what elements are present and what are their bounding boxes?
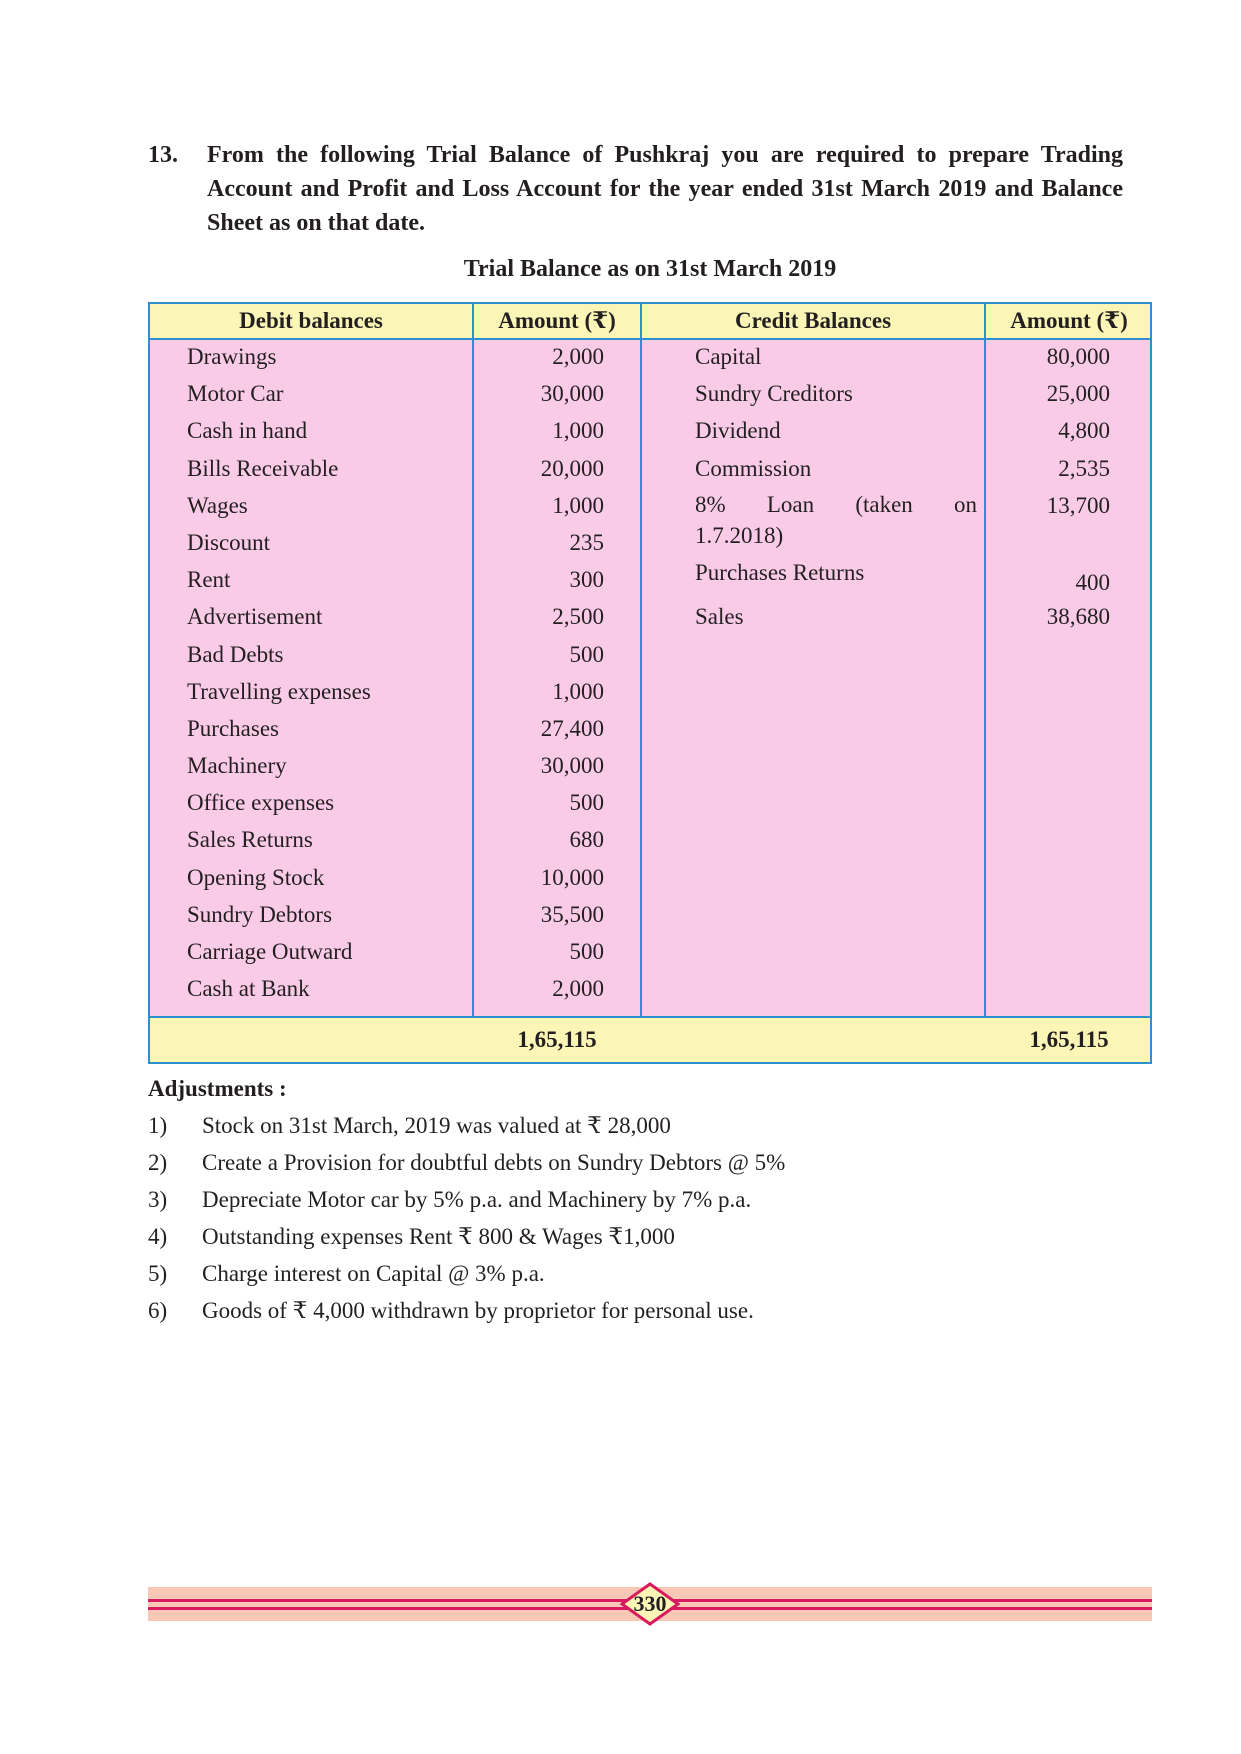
- credit-account-name-word: on: [953, 491, 977, 517]
- debit-account-name: Rent: [187, 567, 231, 593]
- header-credit-amount: Amount (₹): [1010, 308, 1128, 333]
- credit-account-name: Sales: [695, 604, 744, 630]
- adjustments-heading: Adjustments :: [148, 1076, 287, 1101]
- adjustment-item: [148, 1107, 1148, 1144]
- debit-amounts-column: [474, 338, 604, 1007]
- adjustment-item: [148, 1181, 1148, 1218]
- credit-amount: 25,000: [1046, 381, 1110, 407]
- credit-account-name: Commission: [695, 455, 812, 481]
- question-number: 13.: [148, 142, 178, 168]
- question-text: From the following Trial Balance of Pushkraj you are required to prepare Trading Account and Profit and Loss Account for the year ended 31st March 2019 and Balance Sheet as on that date.: [207, 142, 1123, 236]
- debit-account-name: Office expenses: [187, 790, 335, 816]
- credit-account-name-line2: 1.7.2018): [695, 522, 784, 548]
- adjustment-number: 4): [148, 1224, 168, 1249]
- adjustment-number: 5): [148, 1261, 168, 1286]
- debit-account-name: Purchases: [187, 715, 279, 741]
- credit-names-column: [695, 338, 977, 636]
- credit-account-name-word: 8%: [695, 491, 726, 517]
- adjustment-text: Outstanding expenses Rent ₹ 800 & Wages ₹1,000: [202, 1224, 675, 1249]
- debit-amount: 2,500: [552, 604, 604, 630]
- credit-amount: 38,680: [1046, 604, 1110, 630]
- adjustments-list: [148, 1107, 1148, 1329]
- credit-account-name-word: (taken: [855, 491, 913, 517]
- debit-amount: 235: [569, 529, 604, 555]
- adjustment-number: 1): [148, 1113, 168, 1138]
- trial-balance-title: Trial Balance as on 31st March 2019: [463, 256, 837, 282]
- credit-amounts-column: [986, 338, 1110, 636]
- credit-account-name: [695, 487, 977, 561]
- debit-account-name: Advertisement: [187, 604, 323, 630]
- credit-account-name: Purchases Returns: [695, 560, 865, 586]
- question: [148, 138, 1123, 240]
- debit-amount: 30,000: [540, 381, 604, 407]
- page-number: 330: [633, 1591, 667, 1616]
- debit-account-name: Discount: [187, 529, 271, 555]
- trial-balance-table: [148, 302, 1152, 1064]
- adjustment-number: 6): [148, 1298, 168, 1323]
- debit-amount: 20,000: [540, 455, 604, 481]
- debit-account-name: Cash at Bank: [187, 976, 310, 1002]
- header-credit: Credit Balances: [734, 308, 892, 333]
- table-total-row: [150, 1016, 1150, 1062]
- debit-amount: 2,000: [552, 976, 604, 1002]
- column-divider: [640, 304, 642, 1062]
- debit-amount: 1,000: [552, 492, 604, 518]
- debit-total: 1,65,115: [517, 1027, 597, 1052]
- adjustment-number: 3): [148, 1187, 168, 1212]
- adjustment-item: [148, 1144, 1148, 1181]
- debit-account-name: Drawings: [187, 344, 277, 369]
- page-number-badge: [620, 1582, 680, 1626]
- credit-amount: 80,000: [1046, 344, 1110, 369]
- debit-account-name: Sales Returns: [187, 827, 313, 853]
- debit-account-name: Travelling expenses: [187, 678, 371, 704]
- debit-amount: 10,000: [540, 864, 604, 890]
- adjustment-item: [148, 1255, 1148, 1292]
- header-debit: Debit balances: [239, 308, 383, 333]
- debit-amount: 35,500: [540, 901, 604, 927]
- credit-amount: 13,700: [1046, 492, 1110, 518]
- debit-account-name: Opening Stock: [187, 864, 325, 890]
- debit-amount: 300: [569, 567, 604, 593]
- debit-amount: 1,000: [552, 418, 604, 444]
- debit-amount: 500: [569, 790, 604, 816]
- adjustments: [148, 1070, 1148, 1329]
- adjustment-item: [148, 1292, 1148, 1329]
- debit-amount: 680: [569, 827, 604, 853]
- debit-account-name: Bills Receivable: [187, 455, 339, 481]
- credit-amount: 4,800: [1058, 418, 1110, 444]
- debit-account-name: Motor Car: [187, 381, 284, 407]
- debit-account-name: Sundry Debtors: [187, 901, 333, 927]
- debit-amount: 27,400: [540, 715, 604, 741]
- debit-amount: 500: [569, 641, 604, 667]
- adjustment-text: Depreciate Motor car by 5% p.a. and Machinery by 7% p.a.: [202, 1187, 752, 1212]
- credit-account-name: Sundry Creditors: [695, 381, 853, 407]
- table-header-row: [150, 304, 1150, 340]
- debit-names-column: [187, 338, 467, 1007]
- adjustment-number: 2): [148, 1150, 168, 1175]
- adjustment-text: Stock on 31st March, 2019 was valued at ₹ 28,000: [202, 1113, 671, 1138]
- debit-amount: 1,000: [552, 678, 604, 704]
- adjustment-text: Goods of ₹ 4,000 withdrawn by proprietor for personal use.: [202, 1298, 754, 1323]
- header-debit-amount: Amount (₹): [498, 308, 616, 333]
- credit-account-name: Dividend: [695, 418, 781, 444]
- credit-account-name: Capital: [695, 344, 762, 369]
- credit-amount: 2,535: [1058, 455, 1110, 481]
- adjustment-text: Charge interest on Capital @ 3% p.a.: [202, 1261, 545, 1286]
- adjustment-text: Create a Provision for doubtful debts on Sundry Debtors @ 5%: [202, 1150, 786, 1175]
- debit-amount: 2,000: [552, 344, 604, 369]
- debit-account-name: Carriage Outward: [187, 939, 353, 964]
- debit-account-name: Bad Debts: [187, 641, 284, 667]
- debit-account-name: Machinery: [187, 753, 287, 779]
- credit-amount: 400: [1075, 570, 1110, 596]
- debit-amount: 30,000: [540, 753, 604, 779]
- adjustment-item: [148, 1218, 1148, 1255]
- credit-account-name-word: Loan: [766, 491, 815, 517]
- debit-amount: 500: [569, 939, 604, 964]
- debit-account-name: Wages: [187, 492, 248, 518]
- credit-total: 1,65,115: [1029, 1027, 1109, 1052]
- debit-account-name: Cash in hand: [187, 418, 308, 444]
- credit-account-name-line1: [695, 489, 977, 520]
